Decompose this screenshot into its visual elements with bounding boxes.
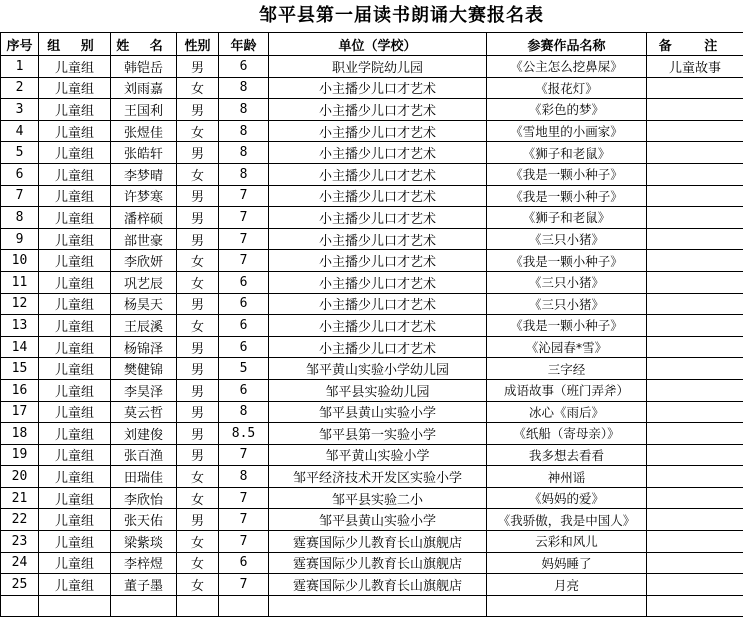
cell-unit[interactable]: 小主播少儿口才艺术 xyxy=(269,120,487,142)
cell-age[interactable]: 8 xyxy=(219,142,269,164)
cell-gender[interactable]: 男 xyxy=(177,444,219,466)
cell-group[interactable]: 儿童组 xyxy=(39,531,111,553)
cell-age[interactable]: 6 xyxy=(219,315,269,337)
cell-work[interactable]: 《狮子和老鼠》 xyxy=(487,142,647,164)
cell-work[interactable]: 神州谣 xyxy=(487,466,647,488)
table-row xyxy=(1,77,743,99)
cell-note[interactable] xyxy=(647,595,743,617)
cell-name[interactable] xyxy=(111,595,177,617)
cell-age[interactable]: 8 xyxy=(219,466,269,488)
cell-work[interactable]: 《三只小猪》 xyxy=(487,228,647,250)
cell-work[interactable]: 《我是一颗小种子》 xyxy=(487,163,647,185)
table-row xyxy=(1,185,743,207)
cell-note[interactable] xyxy=(647,120,743,142)
cell-group[interactable]: 儿童组 xyxy=(39,315,111,337)
cell-unit[interactable]: 霆赛国际少儿教育长山旗舰店 xyxy=(269,552,487,574)
cell-group[interactable] xyxy=(39,595,111,617)
cell-unit[interactable]: 小主播少儿口才艺术 xyxy=(269,207,487,229)
cell-no[interactable]: 1 xyxy=(1,56,39,78)
table-row xyxy=(1,552,743,574)
cell-gender[interactable]: 男 xyxy=(177,207,219,229)
cell-group[interactable]: 儿童组 xyxy=(39,163,111,185)
cell-work[interactable] xyxy=(487,595,647,617)
cell-work[interactable]: 《我是一颗小种子》 xyxy=(487,185,647,207)
table-row xyxy=(1,250,743,272)
table-row xyxy=(1,293,743,315)
header-note[interactable]: 备 注 xyxy=(647,33,743,56)
cell-age[interactable]: 6 xyxy=(219,56,269,78)
cell-unit[interactable]: 小主播少儿口才艺术 xyxy=(269,77,487,99)
cell-note[interactable] xyxy=(647,185,743,207)
cell-gender[interactable]: 女 xyxy=(177,77,219,99)
cell-no[interactable]: 20 xyxy=(1,466,39,488)
cell-note[interactable] xyxy=(647,401,743,423)
cell-note[interactable] xyxy=(647,99,743,121)
table-row xyxy=(1,509,743,531)
cell-no[interactable]: 18 xyxy=(1,423,39,445)
cell-age[interactable]: 7 xyxy=(219,228,269,250)
cell-unit[interactable]: 邹平县黄山实验小学 xyxy=(269,509,487,531)
cell-note[interactable] xyxy=(647,487,743,509)
cell-age[interactable]: 7 xyxy=(219,509,269,531)
table-row xyxy=(1,336,743,358)
cell-name[interactable]: 李欣妍 xyxy=(111,250,177,272)
table-row xyxy=(1,531,743,553)
cell-unit[interactable]: 霆赛国际少儿教育长山旗舰店 xyxy=(269,574,487,596)
cell-no[interactable]: 5 xyxy=(1,142,39,164)
cell-group[interactable]: 儿童组 xyxy=(39,358,111,380)
cell-work[interactable]: 妈妈睡了 xyxy=(487,552,647,574)
cell-group[interactable]: 儿童组 xyxy=(39,487,111,509)
cell-work[interactable]: 《我是一颗小种子》 xyxy=(487,315,647,337)
table-row xyxy=(1,574,743,596)
cell-note[interactable] xyxy=(647,509,743,531)
cell-unit[interactable]: 职业学院幼儿园 xyxy=(269,56,487,78)
table-row xyxy=(1,56,743,78)
cell-note[interactable] xyxy=(647,142,743,164)
cell-name[interactable]: 李欣怡 xyxy=(111,487,177,509)
cell-unit[interactable]: 邹平县实验幼儿园 xyxy=(269,379,487,401)
cell-name[interactable]: 张煜佳 xyxy=(111,120,177,142)
cell-name[interactable]: 潘梓硕 xyxy=(111,207,177,229)
cell-note[interactable] xyxy=(647,293,743,315)
cell-name[interactable]: 张百渔 xyxy=(111,444,177,466)
cell-group[interactable]: 儿童组 xyxy=(39,423,111,445)
cell-work[interactable]: 成语故事（班门弄斧） xyxy=(487,379,647,401)
cell-name[interactable]: 王国利 xyxy=(111,99,177,121)
cell-unit[interactable] xyxy=(269,595,487,617)
cell-age[interactable]: 7 xyxy=(219,444,269,466)
header-row xyxy=(1,33,743,56)
cell-age[interactable]: 7 xyxy=(219,531,269,553)
cell-gender[interactable]: 男 xyxy=(177,228,219,250)
cell-name[interactable]: 王辰溪 xyxy=(111,315,177,337)
cell-no[interactable]: 8 xyxy=(1,207,39,229)
cell-group[interactable]: 儿童组 xyxy=(39,56,111,78)
table-row xyxy=(1,595,743,617)
table-row xyxy=(1,163,743,185)
cell-group[interactable]: 儿童组 xyxy=(39,401,111,423)
cell-gender[interactable]: 女 xyxy=(177,250,219,272)
cell-gender[interactable]: 男 xyxy=(177,99,219,121)
cell-age[interactable]: 6 xyxy=(219,293,269,315)
cell-no[interactable]: 10 xyxy=(1,250,39,272)
cell-gender[interactable] xyxy=(177,595,219,617)
cell-no[interactable]: 17 xyxy=(1,401,39,423)
cell-group[interactable]: 儿童组 xyxy=(39,509,111,531)
cell-gender[interactable]: 女 xyxy=(177,466,219,488)
cell-note[interactable] xyxy=(647,423,743,445)
cell-gender[interactable]: 男 xyxy=(177,423,219,445)
cell-name[interactable]: 许梦寒 xyxy=(111,185,177,207)
cell-age[interactable]: 7 xyxy=(219,185,269,207)
table-row xyxy=(1,466,743,488)
cell-work[interactable]: 《报花灯》 xyxy=(487,77,647,99)
cell-no[interactable]: 2 xyxy=(1,77,39,99)
cell-name[interactable]: 莫云哲 xyxy=(111,401,177,423)
cell-no[interactable]: 6 xyxy=(1,163,39,185)
cell-group[interactable]: 儿童组 xyxy=(39,466,111,488)
cell-group[interactable]: 儿童组 xyxy=(39,99,111,121)
cell-group[interactable]: 儿童组 xyxy=(39,185,111,207)
cell-note[interactable] xyxy=(647,466,743,488)
cell-name[interactable]: 巩艺辰 xyxy=(111,271,177,293)
cell-work[interactable]: 《妈妈的爱》 xyxy=(487,487,647,509)
cell-age[interactable]: 8 xyxy=(219,401,269,423)
cell-group[interactable]: 儿童组 xyxy=(39,142,111,164)
cell-no[interactable]: 3 xyxy=(1,99,39,121)
cell-gender[interactable]: 男 xyxy=(177,509,219,531)
cell-age[interactable]: 7 xyxy=(219,487,269,509)
cell-no[interactable]: 23 xyxy=(1,531,39,553)
cell-name[interactable]: 张皓轩 xyxy=(111,142,177,164)
header-no[interactable]: 序号 xyxy=(1,33,39,56)
cell-group[interactable]: 儿童组 xyxy=(39,379,111,401)
cell-group[interactable]: 儿童组 xyxy=(39,77,111,99)
cell-note[interactable] xyxy=(647,358,743,380)
registration-table xyxy=(0,32,743,617)
cell-unit[interactable]: 邹平县第一实验小学 xyxy=(269,423,487,445)
table-row xyxy=(1,207,743,229)
cell-no[interactable]: 12 xyxy=(1,293,39,315)
cell-group[interactable]: 儿童组 xyxy=(39,552,111,574)
cell-note[interactable] xyxy=(647,163,743,185)
cell-unit[interactable]: 小主播少儿口才艺术 xyxy=(269,271,487,293)
cell-no[interactable]: 15 xyxy=(1,358,39,380)
cell-unit[interactable]: 小主播少儿口才艺术 xyxy=(269,228,487,250)
cell-gender[interactable]: 女 xyxy=(177,574,219,596)
table-row xyxy=(1,99,743,121)
cell-unit[interactable]: 小主播少儿口才艺术 xyxy=(269,250,487,272)
cell-work[interactable]: 《我是一颗小种子》 xyxy=(487,250,647,272)
cell-group[interactable]: 儿童组 xyxy=(39,120,111,142)
cell-name[interactable]: 韩铠岳 xyxy=(111,56,177,78)
cell-group[interactable]: 儿童组 xyxy=(39,336,111,358)
cell-age[interactable]: 6 xyxy=(219,552,269,574)
cell-note[interactable] xyxy=(647,207,743,229)
table-row xyxy=(1,120,743,142)
cell-name[interactable]: 杨锦泽 xyxy=(111,336,177,358)
cell-age[interactable]: 7 xyxy=(219,250,269,272)
cell-work[interactable]: 三字经 xyxy=(487,358,647,380)
cell-name[interactable]: 刘建俊 xyxy=(111,423,177,445)
cell-work[interactable]: 冰心《雨后》 xyxy=(487,401,647,423)
header-gender[interactable]: 性别 xyxy=(177,33,219,56)
table-row xyxy=(1,358,743,380)
cell-gender[interactable]: 女 xyxy=(177,163,219,185)
cell-note[interactable] xyxy=(647,574,743,596)
cell-no[interactable] xyxy=(1,595,39,617)
cell-age[interactable]: 6 xyxy=(219,379,269,401)
cell-age[interactable]: 8 xyxy=(219,120,269,142)
cell-name[interactable]: 部世豪 xyxy=(111,228,177,250)
cell-work[interactable]: 《我骄傲，我是中国人》 xyxy=(487,509,647,531)
cell-name[interactable]: 董子墨 xyxy=(111,574,177,596)
cell-age[interactable]: 7 xyxy=(219,574,269,596)
cell-group[interactable]: 儿童组 xyxy=(39,207,111,229)
cell-note[interactable] xyxy=(647,379,743,401)
cell-gender[interactable]: 女 xyxy=(177,487,219,509)
cell-no[interactable]: 16 xyxy=(1,379,39,401)
table-row xyxy=(1,228,743,250)
cell-unit[interactable]: 小主播少儿口才艺术 xyxy=(269,185,487,207)
cell-note[interactable] xyxy=(647,531,743,553)
cell-work[interactable]: 《彩色的梦》 xyxy=(487,99,647,121)
cell-unit[interactable]: 邹平县实验二小 xyxy=(269,487,487,509)
cell-unit[interactable]: 邹平黄山实验小学幼儿园 xyxy=(269,358,487,380)
cell-age[interactable]: 8.5 xyxy=(219,423,269,445)
cell-no[interactable]: 19 xyxy=(1,444,39,466)
cell-work[interactable]: 《三只小猪》 xyxy=(487,271,647,293)
cell-name[interactable]: 张天佑 xyxy=(111,509,177,531)
header-name[interactable]: 姓 名 xyxy=(111,33,177,56)
cell-gender[interactable]: 男 xyxy=(177,293,219,315)
cell-no[interactable]: 25 xyxy=(1,574,39,596)
cell-work[interactable]: 月亮 xyxy=(487,574,647,596)
cell-no[interactable]: 11 xyxy=(1,271,39,293)
sheet-title: 邹平县第一届读书朗诵大赛报名表 xyxy=(0,0,743,32)
cell-gender[interactable]: 女 xyxy=(177,531,219,553)
cell-gender[interactable]: 男 xyxy=(177,336,219,358)
cell-no[interactable]: 7 xyxy=(1,185,39,207)
cell-no[interactable]: 21 xyxy=(1,487,39,509)
cell-note[interactable] xyxy=(647,77,743,99)
cell-name[interactable]: 李昊泽 xyxy=(111,379,177,401)
cell-unit[interactable]: 邹平经济技术开发区实验小学 xyxy=(269,466,487,488)
cell-gender[interactable]: 男 xyxy=(177,358,219,380)
cell-no[interactable]: 14 xyxy=(1,336,39,358)
cell-unit[interactable]: 邹平黄山实验小学 xyxy=(269,444,487,466)
cell-note[interactable] xyxy=(647,250,743,272)
cell-note[interactable] xyxy=(647,228,743,250)
cell-gender[interactable]: 男 xyxy=(177,401,219,423)
cell-name[interactable]: 李梦晴 xyxy=(111,163,177,185)
cell-work[interactable]: 《三只小猪》 xyxy=(487,293,647,315)
cell-group[interactable]: 儿童组 xyxy=(39,271,111,293)
cell-group[interactable]: 儿童组 xyxy=(39,250,111,272)
cell-gender[interactable]: 女 xyxy=(177,315,219,337)
cell-gender[interactable]: 女 xyxy=(177,552,219,574)
cell-no[interactable]: 4 xyxy=(1,120,39,142)
table-row xyxy=(1,379,743,401)
cell-name[interactable]: 李梓煜 xyxy=(111,552,177,574)
cell-gender[interactable]: 男 xyxy=(177,56,219,78)
cell-note[interactable]: 儿童故事 xyxy=(647,56,743,78)
header-age[interactable]: 年龄 xyxy=(219,33,269,56)
cell-group[interactable]: 儿童组 xyxy=(39,228,111,250)
cell-name[interactable]: 梁紫琰 xyxy=(111,531,177,553)
cell-gender[interactable]: 女 xyxy=(177,120,219,142)
cell-age[interactable]: 7 xyxy=(219,207,269,229)
cell-unit[interactable]: 邹平县黄山实验小学 xyxy=(269,401,487,423)
header-unit[interactable]: 单位（学校） xyxy=(269,33,487,56)
table-row xyxy=(1,444,743,466)
header-group[interactable]: 组 别 xyxy=(39,33,111,56)
cell-unit[interactable]: 小主播少儿口才艺术 xyxy=(269,336,487,358)
cell-name[interactable]: 田瑞佳 xyxy=(111,466,177,488)
header-work[interactable]: 参赛作品名称 xyxy=(487,33,647,56)
cell-age[interactable]: 8 xyxy=(219,99,269,121)
cell-unit[interactable]: 小主播少儿口才艺术 xyxy=(269,99,487,121)
table-row xyxy=(1,271,743,293)
cell-work[interactable]: 《狮子和老鼠》 xyxy=(487,207,647,229)
cell-unit[interactable]: 霆赛国际少儿教育长山旗舰店 xyxy=(269,531,487,553)
cell-age[interactable]: 6 xyxy=(219,336,269,358)
cell-name[interactable]: 杨昊天 xyxy=(111,293,177,315)
cell-age[interactable] xyxy=(219,595,269,617)
cell-group[interactable]: 儿童组 xyxy=(39,444,111,466)
table-row xyxy=(1,487,743,509)
table-row xyxy=(1,142,743,164)
cell-work[interactable]: 《公主怎么挖鼻屎》 xyxy=(487,56,647,78)
cell-gender[interactable]: 男 xyxy=(177,379,219,401)
cell-unit[interactable]: 小主播少儿口才艺术 xyxy=(269,163,487,185)
cell-no[interactable]: 9 xyxy=(1,228,39,250)
cell-no[interactable]: 22 xyxy=(1,509,39,531)
cell-age[interactable]: 5 xyxy=(219,358,269,380)
cell-gender[interactable]: 男 xyxy=(177,185,219,207)
cell-age[interactable]: 6 xyxy=(219,271,269,293)
cell-group[interactable]: 儿童组 xyxy=(39,574,111,596)
table-row xyxy=(1,423,743,445)
cell-work[interactable]: 云彩和风儿 xyxy=(487,531,647,553)
cell-unit[interactable]: 小主播少儿口才艺术 xyxy=(269,315,487,337)
cell-unit[interactable]: 小主播少儿口才艺术 xyxy=(269,293,487,315)
cell-note[interactable] xyxy=(647,271,743,293)
cell-note[interactable] xyxy=(647,336,743,358)
cell-work[interactable]: 《纸船（寄母亲）》 xyxy=(487,423,647,445)
cell-gender[interactable]: 女 xyxy=(177,271,219,293)
cell-unit[interactable]: 小主播少儿口才艺术 xyxy=(269,142,487,164)
cell-note[interactable] xyxy=(647,552,743,574)
cell-work[interactable]: 我多想去看看 xyxy=(487,444,647,466)
cell-note[interactable] xyxy=(647,315,743,337)
cell-group[interactable]: 儿童组 xyxy=(39,293,111,315)
table-row xyxy=(1,401,743,423)
cell-gender[interactable]: 男 xyxy=(177,142,219,164)
cell-no[interactable]: 13 xyxy=(1,315,39,337)
cell-age[interactable]: 8 xyxy=(219,163,269,185)
cell-name[interactable]: 刘雨嘉 xyxy=(111,77,177,99)
cell-note[interactable] xyxy=(647,444,743,466)
cell-no[interactable]: 24 xyxy=(1,552,39,574)
cell-age[interactable]: 8 xyxy=(219,77,269,99)
cell-work[interactable]: 《沁园春*雪》 xyxy=(487,336,647,358)
table-row xyxy=(1,315,743,337)
cell-name[interactable]: 樊健锦 xyxy=(111,358,177,380)
cell-work[interactable]: 《雪地里的小画家》 xyxy=(487,120,647,142)
